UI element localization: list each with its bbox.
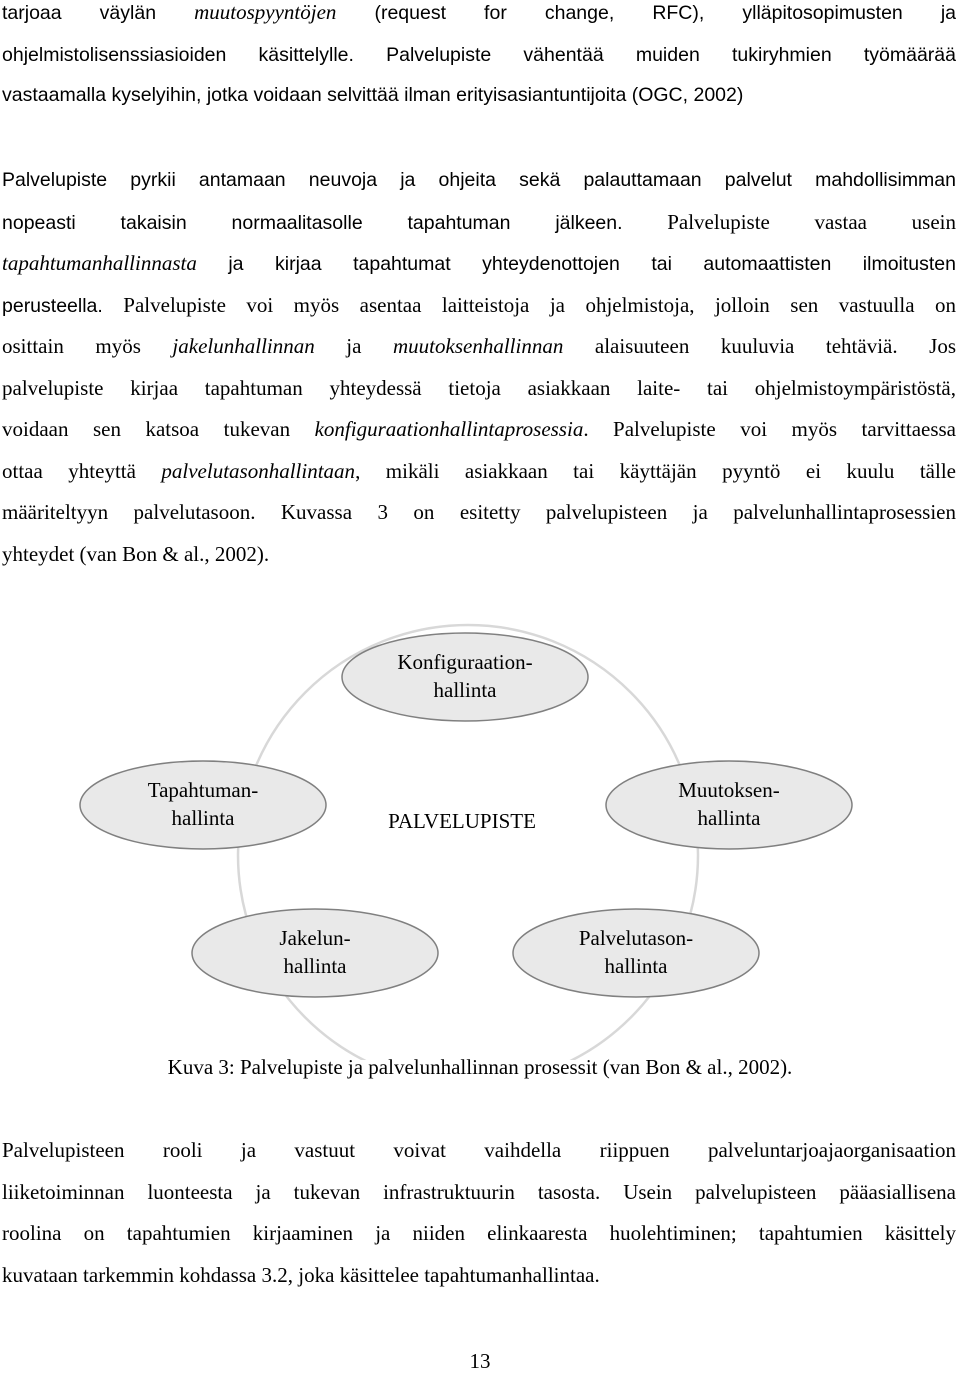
node-palvelutasonhallinta <box>513 909 759 997</box>
process-diagram <box>0 600 960 1060</box>
paragraph-1 <box>2 0 956 117</box>
p2-line-8: ottaa yhteyttä palvelutasonhallintaan, mikäli asiakkaan tai käyttäjän pyyntö ei kuulu tälle <box>2 458 956 483</box>
page-number: 13 <box>469 1349 491 1373</box>
node-jakelunhallinta-label-1: Jakelun- <box>279 926 351 950</box>
p2-line-3: tapahtumanhallinnasta ja kirjaa tapahtumat yhteydenottojen tai automaattisten ilmoitusten <box>2 251 956 275</box>
p2-line-1: Palvelupiste pyrkii antamaan neuvoja ja ohjeita sekä palauttamaan palvelut mahdollisimman <box>2 169 956 191</box>
node-muutoksenhallinta-label-1: Muutoksen- <box>678 778 780 802</box>
p1-line-1: tarjoaa väylän muutospyyntöjen (request for change, RFC), ylläpitosopimusten ja <box>2 0 957 24</box>
figure-caption: Kuva 3: Palvelupiste ja palvelunhallinnan prosessit (van Bon & al., 2002). <box>167 1055 793 1079</box>
p2-line-9: määriteltyyn palvelutasoon. Kuvassa 3 on esitetty palvelupisteen ja palvelunhallintaprosessien <box>2 500 956 524</box>
node-palvelutasonhallinta-label-2: hallinta <box>604 954 668 978</box>
node-tapahtumanhallinta-label-1: Tapahtuman- <box>147 778 259 802</box>
p2-line-5: osittain myös jakelunhallinnan ja muutoksenhallinnan alaisuuteen kuuluvia tehtäviä. Jos <box>2 334 957 358</box>
p1-line-3: vastaamalla kyselyihin, jotka voidaan selvittää ilman erityisasiantuntijoita (OGC, 2002) <box>2 84 744 106</box>
p3-line-2: liiketoiminnan luonteesta ja tukevan infrastruktuurin tasosta. Usein palvelupisteen pääasiallisena <box>2 1179 956 1204</box>
paragraph-3 <box>2 1130 956 1296</box>
node-palvelutasonhallinta-ellipse <box>513 909 759 997</box>
p1-line-2: ohjelmistolisenssiasioiden käsittelylle. Palvelupiste vähentää muiden tukiryhmien työmäärää <box>2 43 956 66</box>
p2-line-7: voidaan sen katsoa tukevan konfiguraationhallintaprosessia. Palvelupiste voi myös tarvittaessa <box>2 417 956 441</box>
node-tapahtumanhallinta <box>80 761 326 849</box>
node-palvelutasonhallinta-label-1: Palvelutason- <box>578 926 694 950</box>
p3-line-3: roolina on tapahtumien kirjaaminen ja niiden elinkaaresta huolehtiminen; tapahtumien käsittely <box>2 1221 956 1245</box>
node-konfiguraatiohallinta-ellipse <box>342 633 588 721</box>
node-jakelunhallinta-ellipse <box>192 909 438 997</box>
paragraph-2 <box>2 160 956 575</box>
node-muutoksenhallinta-ellipse <box>606 761 852 849</box>
node-jakelunhallinta-label-2: hallinta <box>283 954 347 978</box>
diagram-center-label: PALVELUPISTE <box>388 809 536 833</box>
p2-line-4: perusteella. Palvelupiste voi myös asentaa laitteistoja ja ohjelmistoja, jolloin sen vastuulla on <box>2 292 956 317</box>
p3-line-4: kuvataan tarkemmin kohdassa 3.2, joka käsittelee tapahtumanhallintaa. <box>2 1262 600 1287</box>
p3-line-1: Palvelupisteen rooli ja vastuut voivat vaihdella riippuen palveluntarjoajaorganisaation <box>2 1138 956 1162</box>
node-tapahtumanhallinta-label-2: hallinta <box>171 806 235 830</box>
p2-line-2: nopeasti takaisin normaalitasolle tapahtuman jälkeen. Palvelupiste vastaa usein <box>2 209 956 234</box>
node-konfiguraatiohallinta <box>342 633 588 721</box>
node-muutoksenhallinta <box>606 761 852 849</box>
node-jakelunhallinta <box>192 909 438 997</box>
p2-line-6: palvelupiste kirjaa tapahtuman yhteydessä tietoja asiakkaan laite- tai ohjelmistoympäristöstä, <box>2 375 956 400</box>
node-konfiguraatiohallinta-label-1: Konfiguraation- <box>397 650 533 674</box>
p2-line-10: yhteydet (van Bon & al., 2002). <box>2 541 270 566</box>
node-muutoksenhallinta-label-2: hallinta <box>697 806 761 830</box>
node-konfiguraatiohallinta-label-2: hallinta <box>433 678 497 702</box>
node-tapahtumanhallinta-ellipse <box>80 761 326 849</box>
